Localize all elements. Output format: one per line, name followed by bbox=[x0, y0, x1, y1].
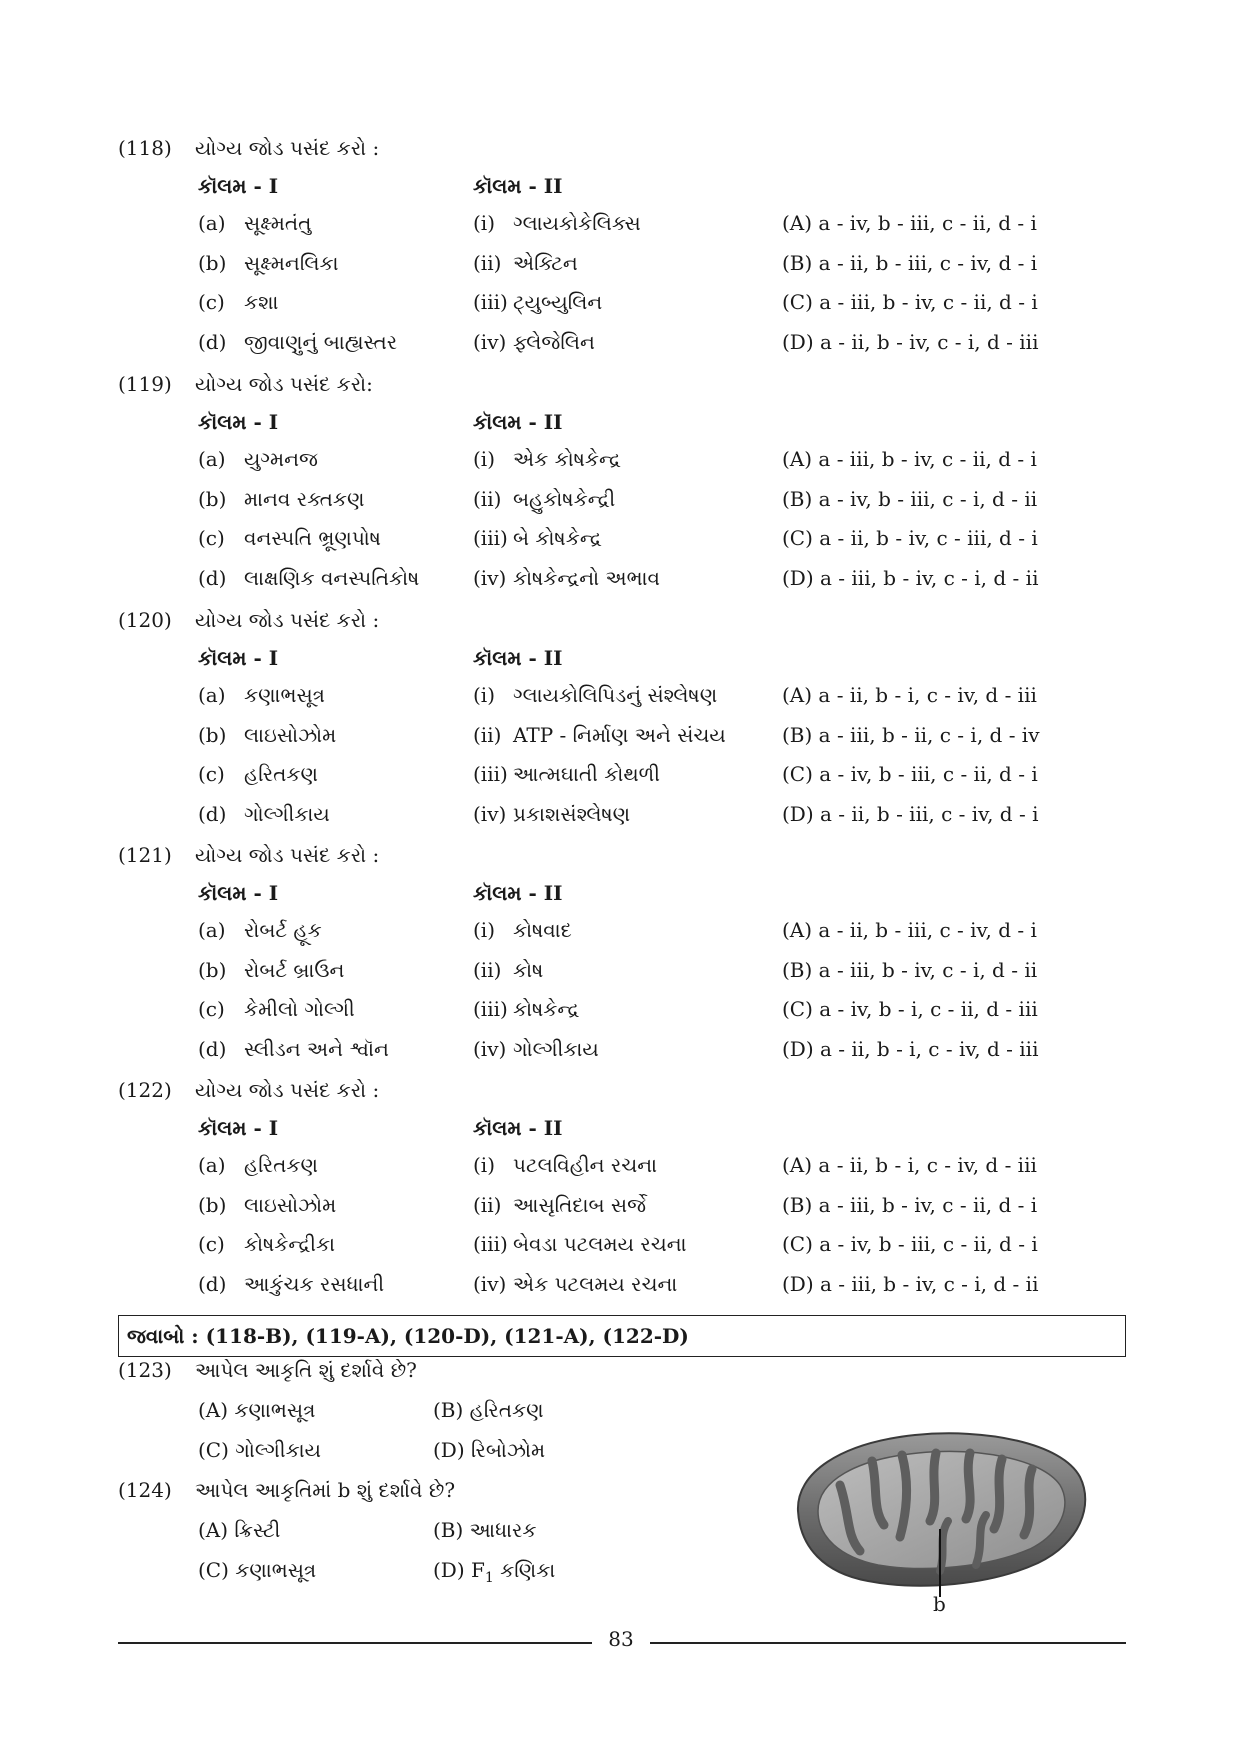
footer-rule-right bbox=[650, 1642, 1126, 1644]
question-123-prompt: આપેલ આકૃતિ શું દર્શાવે છે? bbox=[195, 1358, 417, 1382]
column-1-header: કૉલમ - I bbox=[198, 881, 279, 905]
column-1-item bbox=[198, 290, 278, 314]
column-2-item-text: બહુકોષકેન્દ્રી bbox=[513, 487, 616, 511]
column-2-item bbox=[473, 1153, 657, 1177]
column-2-item-text: એક પટલમય રચના bbox=[513, 1272, 678, 1296]
question-prompt: યોગ્ય જોડ પસંદ કરો : bbox=[195, 1078, 380, 1102]
answer-option: (B) a - iii, b - iv, c - i, d - ii bbox=[782, 958, 1038, 982]
column-1-item-label: (a) bbox=[198, 211, 226, 235]
answer-option: (A) a - iv, b - iii, c - ii, d - i bbox=[782, 211, 1037, 235]
question-124-number: (124) bbox=[118, 1478, 172, 1502]
column-2-item-text: ગ્લાયકોલિપિડનું સંશ્લેષણ bbox=[513, 683, 718, 707]
column-2-item-label: (iv) bbox=[473, 566, 507, 590]
column-1-item-label: (a) bbox=[198, 1153, 226, 1177]
column-2-header: કૉલમ - II bbox=[473, 881, 563, 905]
q124-option-b: (B) આધારક bbox=[433, 1518, 537, 1542]
column-1-item-text: વનસ્પતિ ભ્રૂણપોષ bbox=[244, 526, 381, 550]
column-1-item-text: ગોલ્ગીકાય bbox=[244, 802, 330, 826]
column-2-item-text: બેવડા પટલમય રચના bbox=[513, 1232, 687, 1256]
question-prompt: યોગ્ય જોડ પસંદ કરો: bbox=[195, 372, 373, 396]
column-1-item-label: (c) bbox=[198, 762, 225, 786]
answer-option: (A) a - ii, b - iii, c - iv, d - i bbox=[782, 918, 1037, 942]
column-1-item-text: યુગ્મનજ bbox=[244, 447, 318, 471]
column-2-item-label: (ii) bbox=[473, 1193, 502, 1217]
column-1-header: કૉલમ - I bbox=[198, 1116, 279, 1140]
column-2-item bbox=[473, 1193, 646, 1217]
answer-option: (B) a - ii, b - iii, c - iv, d - i bbox=[782, 251, 1038, 275]
column-2-item bbox=[473, 487, 615, 511]
column-2-item-text: કોષવાદ bbox=[513, 918, 572, 942]
column-1-item-label: (a) bbox=[198, 918, 226, 942]
column-2-item bbox=[473, 251, 578, 275]
column-2-item-label: (ii) bbox=[473, 958, 502, 982]
column-1-item bbox=[198, 762, 318, 786]
column-2-item-text: ગ્લાયકોકેલિક્સ bbox=[513, 211, 641, 235]
question-number: (120) bbox=[118, 608, 172, 632]
column-1-item-text: કેમીલો ગોલ્ગી bbox=[244, 997, 355, 1021]
column-2-item-text: બે કોષકેન્દ્ર bbox=[513, 526, 602, 550]
column-1-item-label: (c) bbox=[198, 997, 225, 1021]
column-2-item-label: (iii) bbox=[473, 526, 508, 550]
column-2-item-label: (i) bbox=[473, 447, 496, 471]
column-1-item bbox=[198, 1272, 384, 1296]
column-2-item bbox=[473, 958, 543, 982]
column-2-item bbox=[473, 330, 595, 354]
column-1-item bbox=[198, 211, 311, 235]
column-1-item bbox=[198, 997, 355, 1021]
column-1-item-label: (b) bbox=[198, 251, 227, 275]
column-1-item-label: (d) bbox=[198, 330, 227, 354]
column-2-item-label: (ii) bbox=[473, 251, 502, 275]
column-1-item-text: સ્લીડન અને શ્વૉન bbox=[244, 1037, 389, 1061]
column-1-item bbox=[198, 330, 397, 354]
question-prompt: યોગ્ય જોડ પસંદ કરો : bbox=[195, 608, 380, 632]
answer-option: (B) a - iii, b - iv, c - ii, d - i bbox=[782, 1193, 1038, 1217]
answer-option: (D) a - iii, b - iv, c - i, d - ii bbox=[782, 566, 1039, 590]
column-1-item-text: હરિતકણ bbox=[244, 762, 318, 786]
column-1-item bbox=[198, 1153, 318, 1177]
column-1-item-label: (a) bbox=[198, 683, 226, 707]
column-1-item-text: માનવ રક્તકણ bbox=[244, 487, 365, 511]
column-2-item-text: ગોલ્ગીકાય bbox=[513, 1037, 599, 1061]
column-2-item-label: (i) bbox=[473, 918, 496, 942]
column-1-item-label: (c) bbox=[198, 526, 225, 550]
column-2-item-label: (iv) bbox=[473, 330, 507, 354]
column-1-item bbox=[198, 958, 344, 982]
column-2-item-label: (i) bbox=[473, 211, 496, 235]
answer-key-text: જવાબો : (118-B), (119-A), (120-D), (121-A), (122-D) bbox=[127, 1324, 689, 1348]
column-2-item bbox=[473, 211, 641, 235]
column-1-item-label: (d) bbox=[198, 566, 227, 590]
question-123-number: (123) bbox=[118, 1358, 172, 1382]
mitochondrion-figure bbox=[780, 1425, 1100, 1615]
answer-option: (A) a - iii, b - iv, c - ii, d - i bbox=[782, 447, 1037, 471]
answer-option: (D) a - ii, b - iii, c - iv, d - i bbox=[782, 802, 1039, 826]
column-1-item-label: (d) bbox=[198, 802, 227, 826]
column-1-item-text: આકુંચક રસધાની bbox=[244, 1272, 385, 1296]
column-1-item-text: રોબર્ટ હૂક bbox=[244, 918, 322, 942]
q123-option-a: (A) કણાભસૂત્ર bbox=[198, 1398, 316, 1422]
q124-option-d bbox=[433, 1558, 555, 1586]
column-1-item-label: (b) bbox=[198, 958, 227, 982]
column-1-item-text: કશા bbox=[244, 290, 279, 314]
question-124-prompt: આપેલ આકૃતિમાં b શું દર્શાવે છે? bbox=[195, 1478, 456, 1502]
answer-option: (D) a - iii, b - iv, c - i, d - ii bbox=[782, 1272, 1039, 1296]
question-prompt: યોગ્ય જોડ પસંદ કરો : bbox=[195, 843, 380, 867]
column-2-item bbox=[473, 997, 579, 1021]
column-1-item-text: લાક્ષણિક વનસ્પતિકોષ bbox=[244, 566, 420, 590]
figure-label-b: b bbox=[933, 1592, 946, 1616]
column-2-item bbox=[473, 1232, 687, 1256]
column-1-item-text: સૂક્ષ્મનલિકા bbox=[244, 251, 339, 275]
column-2-item-text: આત્મઘાતી કોથળી bbox=[513, 762, 660, 786]
answer-option: (C) a - iv, b - i, c - ii, d - iii bbox=[782, 997, 1038, 1021]
column-2-item-text: ATP - નિર્માણ અને સંચય bbox=[513, 723, 726, 747]
column-2-item bbox=[473, 290, 602, 314]
column-1-item bbox=[198, 447, 318, 471]
column-1-header: કૉલમ - I bbox=[198, 646, 279, 670]
column-2-item-text: ટ્યુબ્યુલિન bbox=[513, 290, 603, 314]
question-prompt: યોગ્ય જોડ પસંદ કરો : bbox=[195, 136, 380, 160]
column-2-item-label: (iii) bbox=[473, 290, 508, 314]
column-2-item-label: (iii) bbox=[473, 997, 508, 1021]
q123-option-b: (B) હરિતકણ bbox=[433, 1398, 544, 1422]
column-2-header: કૉલમ - II bbox=[473, 410, 563, 434]
column-1-item bbox=[198, 802, 330, 826]
column-2-item-text: પટલવિહીન રચના bbox=[513, 1153, 658, 1177]
column-1-item bbox=[198, 566, 419, 590]
column-1-item-text: કોષકેન્દ્રીકા bbox=[244, 1232, 335, 1256]
column-2-item bbox=[473, 447, 621, 471]
column-1-item-label: (c) bbox=[198, 1232, 225, 1256]
column-2-item-label: (iii) bbox=[473, 1232, 508, 1256]
mitochondrion-illustration bbox=[780, 1425, 1100, 1615]
column-2-item-text: પ્રકાશસંશ્લેષણ bbox=[513, 802, 631, 826]
column-2-item-text: એક્ટિન bbox=[513, 251, 578, 275]
column-1-item-label: (a) bbox=[198, 447, 226, 471]
column-2-item bbox=[473, 1272, 677, 1296]
column-1-item bbox=[198, 1037, 389, 1061]
answer-option: (D) a - ii, b - i, c - iv, d - iii bbox=[782, 1037, 1039, 1061]
column-1-header: કૉલમ - I bbox=[198, 174, 279, 198]
column-2-item bbox=[473, 526, 602, 550]
answer-option: (C) a - iv, b - iii, c - ii, d - i bbox=[782, 1232, 1038, 1256]
column-2-item bbox=[473, 566, 660, 590]
column-2-item-text: આસૃતિદાબ સર્જે bbox=[513, 1193, 647, 1217]
column-2-item-label: (i) bbox=[473, 683, 496, 707]
column-2-item bbox=[473, 762, 660, 786]
column-1-item bbox=[198, 251, 338, 275]
column-1-item-text: કણાભસૂત્ર bbox=[244, 683, 325, 707]
column-2-item bbox=[473, 802, 630, 826]
column-1-item-text: જીવાણુનું બાહ્યસ્તર bbox=[244, 330, 398, 354]
column-1-item-text: રોબર્ટ બ્રાઉન bbox=[244, 958, 345, 982]
column-1-item-text: લાઇસોઝોમ bbox=[244, 723, 337, 747]
answer-option: (C) a - iii, b - iv, c - ii, d - i bbox=[782, 290, 1038, 314]
column-1-item bbox=[198, 526, 381, 550]
q124-option-d-suffix: કણિકા bbox=[493, 1558, 556, 1582]
column-1-item bbox=[198, 487, 365, 511]
answer-option: (C) a - ii, b - iv, c - iii, d - i bbox=[782, 526, 1038, 550]
column-2-item-label: (ii) bbox=[473, 487, 502, 511]
q124-option-a: (A) ક્રિસ્ટી bbox=[198, 1518, 281, 1542]
column-2-item bbox=[473, 683, 717, 707]
column-1-item-label: (b) bbox=[198, 487, 227, 511]
column-2-header: કૉલમ - II bbox=[473, 1116, 563, 1140]
column-1-item bbox=[198, 1193, 336, 1217]
column-2-item-label: (iv) bbox=[473, 1272, 507, 1296]
column-1-item bbox=[198, 683, 325, 707]
answer-option: (D) a - ii, b - iv, c - i, d - iii bbox=[782, 330, 1039, 354]
q123-option-c: (C) ગોલ્ગીકાય bbox=[198, 1438, 321, 1462]
column-2-item-text: ફ્લેજેલિન bbox=[513, 330, 595, 354]
question-number: (119) bbox=[118, 372, 172, 396]
column-2-header: કૉલમ - II bbox=[473, 646, 563, 670]
answer-option: (A) a - ii, b - i, c - iv, d - iii bbox=[782, 683, 1037, 707]
column-1-item-text: સૂક્ષ્મતંતુ bbox=[244, 211, 312, 235]
column-1-item bbox=[198, 1232, 335, 1256]
column-1-item-text: હરિતકણ bbox=[244, 1153, 318, 1177]
column-2-item-label: (i) bbox=[473, 1153, 496, 1177]
column-2-header: કૉલમ - II bbox=[473, 174, 563, 198]
q124-option-d-subscript: 1 bbox=[484, 1570, 494, 1586]
column-2-item bbox=[473, 723, 726, 747]
answer-key-box bbox=[118, 1315, 1126, 1357]
column-1-item-label: (d) bbox=[198, 1037, 227, 1061]
column-2-item-text: કોષકેન્દ્ર bbox=[513, 997, 580, 1021]
column-1-item-label: (c) bbox=[198, 290, 225, 314]
question-number: (121) bbox=[118, 843, 172, 867]
column-2-item-label: (iii) bbox=[473, 762, 508, 786]
column-2-item-label: (iv) bbox=[473, 802, 507, 826]
footer-rule-left bbox=[118, 1642, 592, 1644]
answer-option: (B) a - iii, b - ii, c - i, d - iv bbox=[782, 723, 1040, 747]
question-number: (118) bbox=[118, 136, 172, 160]
answer-option: (B) a - iv, b - iii, c - i, d - ii bbox=[782, 487, 1038, 511]
page-number: 83 bbox=[608, 1627, 634, 1651]
column-2-item-text: કોષકેન્દ્રનો અભાવ bbox=[513, 566, 660, 590]
column-2-item-label: (iv) bbox=[473, 1037, 507, 1061]
column-2-item-text: એક કોષકેન્દ્ર bbox=[513, 447, 621, 471]
column-2-item-label: (ii) bbox=[473, 723, 502, 747]
answer-option: (C) a - iv, b - iii, c - ii, d - i bbox=[782, 762, 1038, 786]
column-1-item-label: (b) bbox=[198, 1193, 227, 1217]
question-number: (122) bbox=[118, 1078, 172, 1102]
answer-option: (A) a - ii, b - i, c - iv, d - iii bbox=[782, 1153, 1037, 1177]
column-2-item bbox=[473, 918, 572, 942]
column-1-item-label: (b) bbox=[198, 723, 227, 747]
column-1-header: કૉલમ - I bbox=[198, 410, 279, 434]
q123-option-d: (D) રિબોઝોમ bbox=[433, 1438, 546, 1462]
column-1-item-text: લાઇસોઝોમ bbox=[244, 1193, 337, 1217]
q124-option-c: (C) કણાભસૂત્ર bbox=[198, 1558, 317, 1582]
column-1-item bbox=[198, 723, 336, 747]
q124-option-d-prefix: (D) F bbox=[433, 1558, 485, 1582]
column-1-item-label: (d) bbox=[198, 1272, 227, 1296]
column-2-item-text: કોષ bbox=[513, 958, 544, 982]
column-2-item bbox=[473, 1037, 599, 1061]
column-1-item bbox=[198, 918, 322, 942]
